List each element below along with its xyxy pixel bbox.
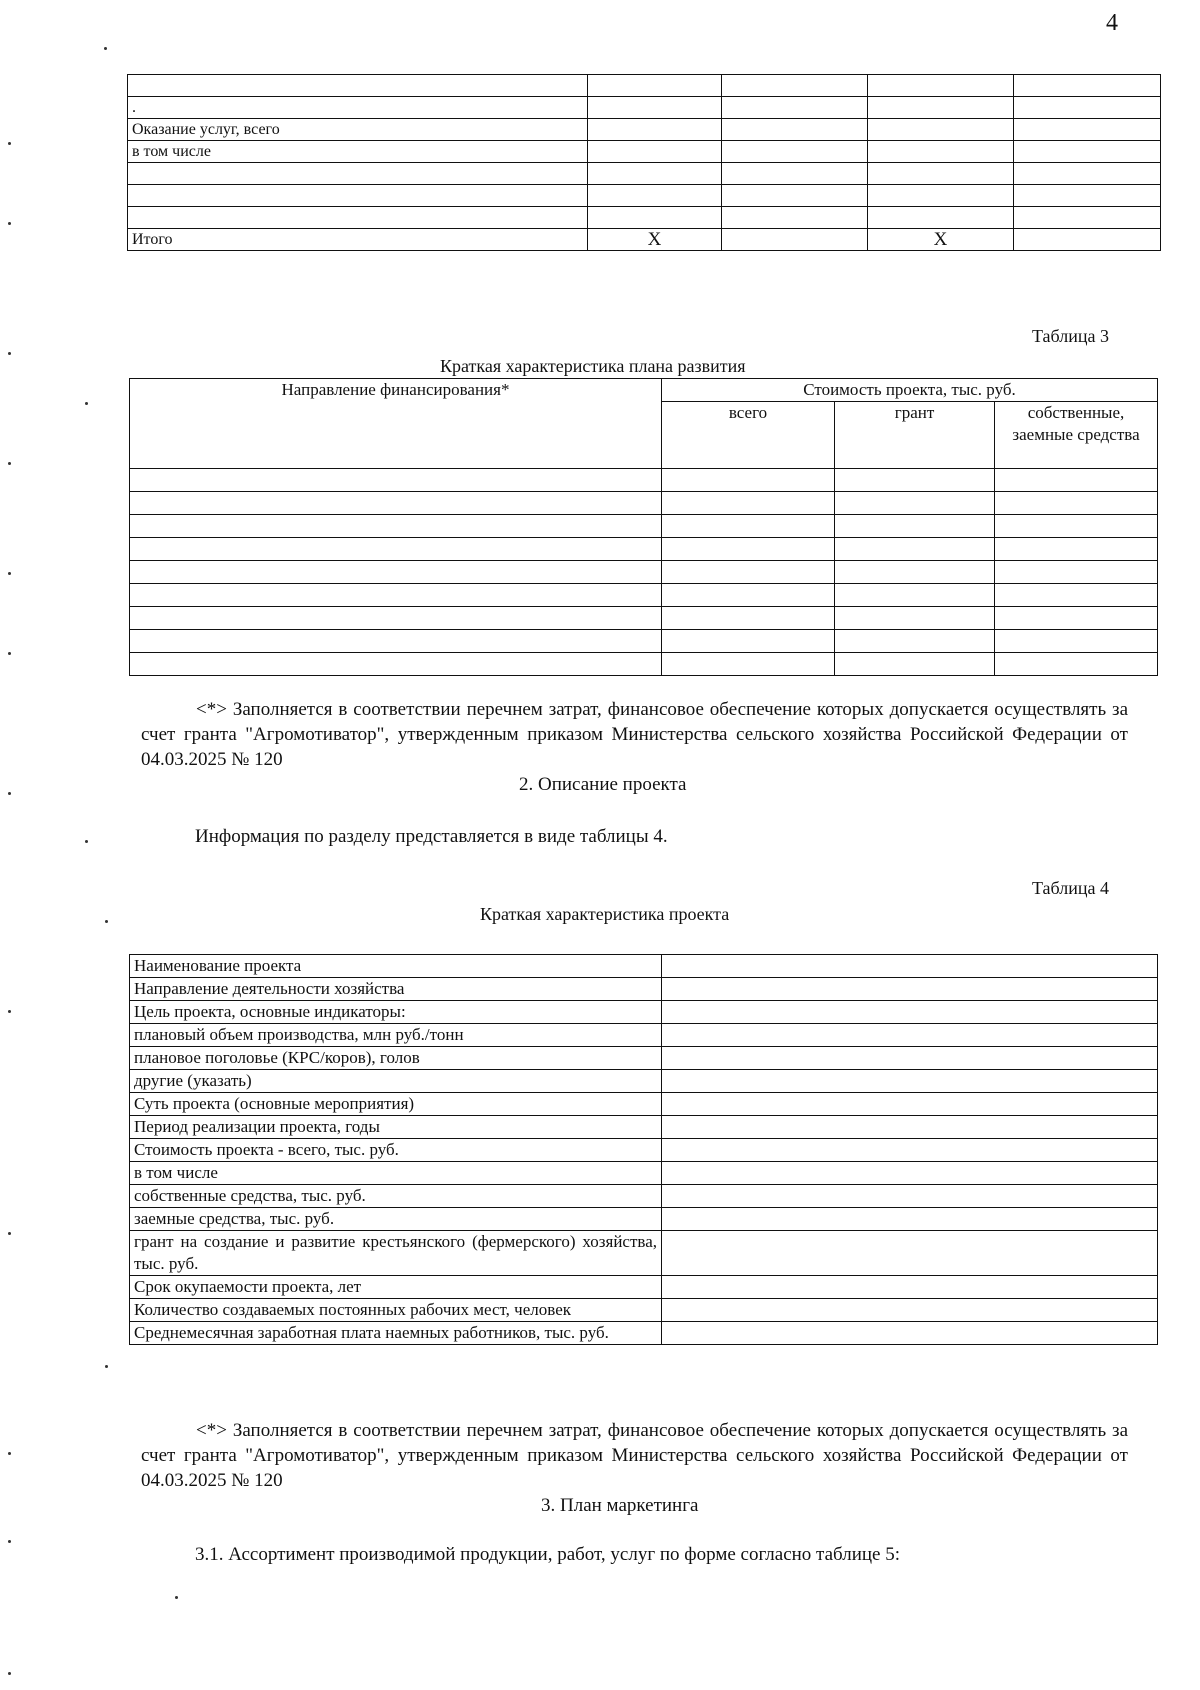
table-cell — [130, 653, 662, 676]
header-total: всего — [662, 402, 835, 469]
table-row — [130, 1299, 1158, 1322]
scan-speck — [8, 1540, 11, 1543]
table-cell — [835, 630, 995, 653]
row-label: . — [128, 97, 588, 119]
table-cell — [835, 469, 995, 492]
table4-footnote: <*> Заполняется в соответствии перечнем затрат, финансовое обеспечение которых допускается осуществлять за счет гранта "Агромотиватор", утвержденным приказом Министерства сельского хозяйства Российской Федерации от 04.03.2025 № 120 — [141, 1420, 1128, 1491]
table-cell — [835, 607, 995, 630]
row-label — [128, 207, 588, 229]
scan-speck — [8, 1010, 11, 1013]
table-row — [128, 185, 1161, 207]
table-row — [130, 607, 1158, 630]
scan-speck — [8, 652, 11, 655]
table-row — [130, 538, 1158, 561]
section3-heading: 3. План маркетинга — [541, 1495, 699, 1516]
scan-speck — [8, 1672, 11, 1675]
table-row — [130, 978, 1158, 1001]
table-cell — [835, 538, 995, 561]
row-label — [128, 163, 588, 185]
table-row — [130, 1116, 1158, 1139]
table-cell — [995, 538, 1158, 561]
table-cell — [130, 492, 662, 515]
row-label: в том числе — [128, 141, 588, 163]
row-label: Наименование проекта — [130, 955, 662, 978]
table-cell — [130, 515, 662, 538]
table-row — [130, 492, 1158, 515]
scan-speck — [8, 462, 11, 465]
table-cell — [662, 561, 835, 584]
table-row — [130, 1322, 1158, 1345]
table-row — [130, 1276, 1158, 1299]
row-label: Количество создаваемых постоянных рабочих мест, человек — [130, 1299, 662, 1322]
table-cell — [995, 653, 1158, 676]
table-cell — [662, 584, 835, 607]
table-cell — [662, 538, 835, 561]
scan-speck — [8, 142, 11, 145]
table-row — [128, 75, 1161, 97]
row-label: Срок окупаемости проекта, лет — [130, 1276, 662, 1299]
row-label: заемные средства, тыс. руб. — [130, 1208, 662, 1231]
table-row — [130, 584, 1158, 607]
row-label: в том числе — [130, 1162, 662, 1185]
row-label — [128, 75, 588, 97]
table3-caption: Таблица 3 — [1032, 326, 1109, 346]
table-row — [130, 1208, 1158, 1231]
table-row — [130, 653, 1158, 676]
table4-caption: Таблица 4 — [1032, 878, 1109, 898]
scan-speck — [8, 222, 11, 225]
table-row — [128, 141, 1161, 163]
row-label: Среднемесячная заработная плата наемных работников, тыс. руб. — [130, 1322, 662, 1345]
row-label: Суть проекта (основные мероприятия) — [130, 1093, 662, 1116]
table-cell — [995, 492, 1158, 515]
table-cell — [662, 653, 835, 676]
header-own-borrowed: собственные, заемные средства — [995, 402, 1158, 469]
scan-speck — [105, 920, 108, 923]
section2-info: Информация по разделу представляется в виде таблицы 4. — [195, 826, 668, 847]
table-cell — [995, 469, 1158, 492]
table-cell — [995, 561, 1158, 584]
table-cell — [662, 492, 835, 515]
table-cell — [662, 515, 835, 538]
table-cell — [995, 607, 1158, 630]
header-cost-group: Стоимость проекта, тыс. руб. — [662, 379, 1158, 402]
table-row — [130, 1139, 1158, 1162]
table-row — [130, 1162, 1158, 1185]
table3-header-row — [130, 379, 1158, 402]
scan-speck — [175, 1596, 178, 1599]
table-row — [130, 630, 1158, 653]
table-row — [130, 1070, 1158, 1093]
scan-speck — [105, 1365, 108, 1368]
table-row — [128, 97, 1161, 119]
scan-speck — [8, 792, 11, 795]
table-row — [130, 515, 1158, 538]
table-cell — [130, 630, 662, 653]
scan-speck — [8, 572, 11, 575]
total-cell-x: Х — [868, 229, 1014, 251]
table3-title: Краткая характеристика плана развития — [440, 356, 746, 376]
row-label: плановый объем производства, млн руб./тонн — [130, 1024, 662, 1047]
table-cell — [835, 515, 995, 538]
table-cell — [662, 469, 835, 492]
page-number: 4 — [1106, 10, 1118, 36]
row-label: собственные средства, тыс. руб. — [130, 1185, 662, 1208]
row-label — [128, 185, 588, 207]
table-cell — [995, 584, 1158, 607]
table-row — [130, 1047, 1158, 1070]
row-label: Направление деятельности хозяйства — [130, 978, 662, 1001]
section3-paragraph: 3.1. Ассортимент производимой продукции, работ, услуг по форме согласно таблице 5: — [195, 1544, 900, 1565]
scan-speck — [8, 1232, 11, 1235]
table-row — [130, 1231, 1158, 1276]
scan-speck — [8, 352, 11, 355]
table-cell — [835, 561, 995, 584]
table-row — [130, 1185, 1158, 1208]
table3 — [129, 378, 1158, 676]
table-cell — [130, 607, 662, 630]
row-label: грант на создание и развитие крестьянского (фермерского) хозяйства, тыс. руб. — [130, 1231, 662, 1276]
header-grant: грант — [835, 402, 995, 469]
table-row — [130, 469, 1158, 492]
table-cell — [995, 515, 1158, 538]
table-cell — [835, 653, 995, 676]
table4-title: Краткая характеристика проекта — [480, 904, 730, 924]
scan-speck — [85, 402, 88, 405]
row-label: Стоимость проекта - всего, тыс. руб. — [130, 1139, 662, 1162]
row-label: Цель проекта, основные индикаторы: — [130, 1001, 662, 1024]
table-row — [130, 1093, 1158, 1116]
row-label: плановое поголовье (КРС/коров), голов — [130, 1047, 662, 1070]
table-cell — [130, 561, 662, 584]
total-row — [128, 229, 1161, 251]
total-cell-x: Х — [588, 229, 722, 251]
total-label: Итого — [128, 229, 588, 251]
header-direction: Направление финансирования* — [130, 379, 662, 469]
row-label: Оказание услуг, всего — [128, 119, 588, 141]
scan-speck — [104, 47, 107, 50]
table4 — [129, 954, 1158, 1345]
table-cell — [130, 584, 662, 607]
table-row — [130, 561, 1158, 584]
table3-footnote: <*> Заполняется в соответствии перечнем затрат, финансовое обеспечение которых допускается осуществлять за счет гранта "Агромотиватор", утвержденным приказом Министерства сельского хозяйства Российской Федерации от 04.03.2025 № 120 — [141, 699, 1128, 770]
section2-heading: 2. Описание проекта — [519, 774, 687, 795]
table-cell — [662, 607, 835, 630]
table-cell — [130, 469, 662, 492]
table-row — [130, 1001, 1158, 1024]
services-table — [127, 74, 1161, 251]
scan-speck — [8, 1452, 11, 1455]
table-cell — [835, 492, 995, 515]
table-cell — [662, 630, 835, 653]
table-row — [128, 163, 1161, 185]
row-label: другие (указать) — [130, 1070, 662, 1093]
table-cell — [995, 630, 1158, 653]
table-cell — [130, 538, 662, 561]
table-row — [128, 207, 1161, 229]
scan-speck — [85, 840, 88, 843]
table-row — [128, 119, 1161, 141]
table-row — [130, 955, 1158, 978]
table-row — [130, 1024, 1158, 1047]
row-label: Период реализации проекта, годы — [130, 1116, 662, 1139]
table-cell — [835, 584, 995, 607]
